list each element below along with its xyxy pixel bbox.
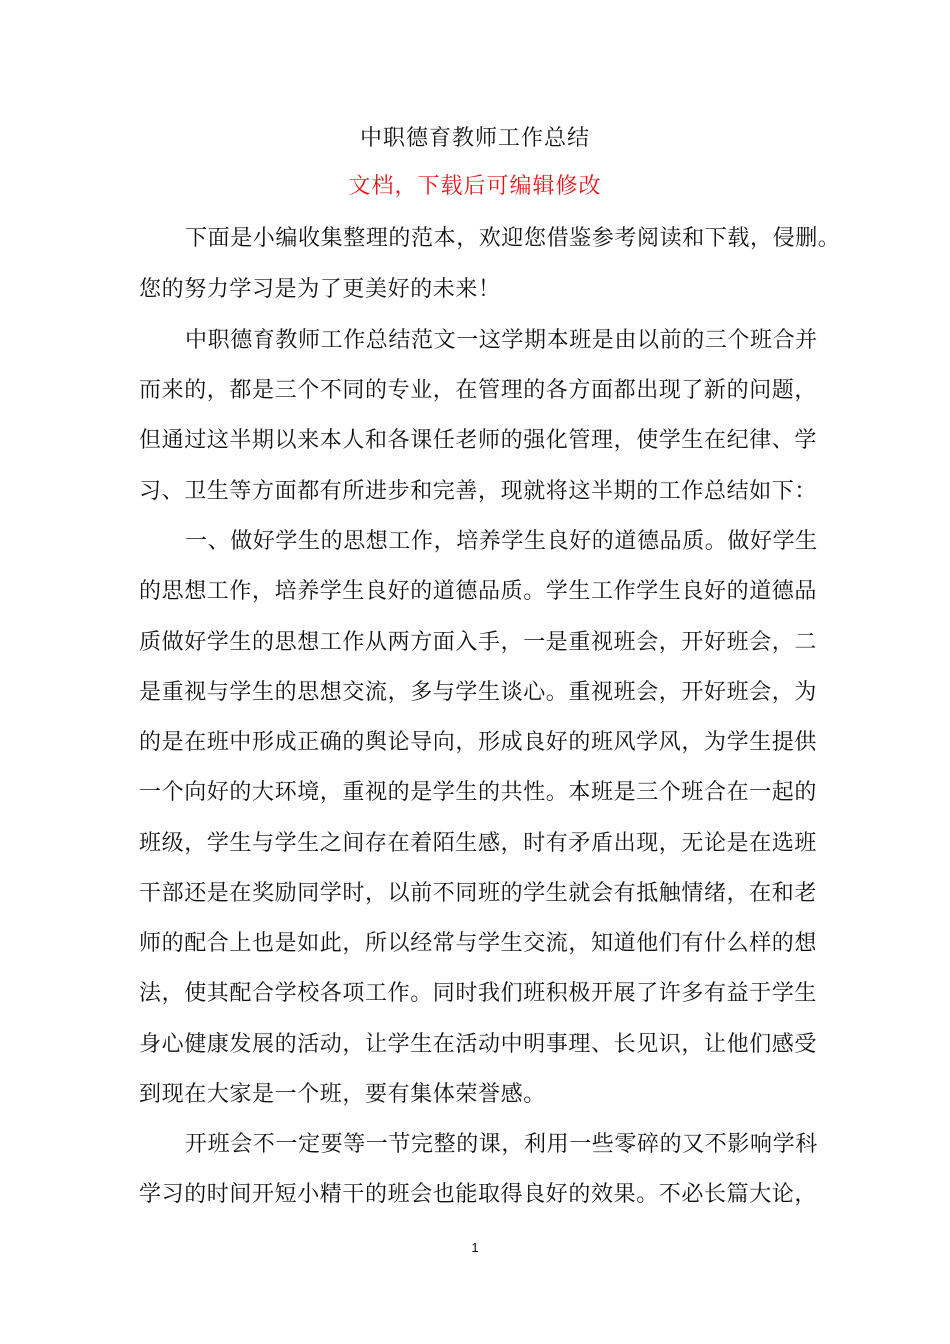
text-line: 一个向好的大环境，重视的是学生的共性。本班是三个班合在一起的 xyxy=(139,780,818,805)
text-line: 干部还是在奖励同学时，以前不同班的学生就会有抵触情绪，在和老 xyxy=(139,881,818,906)
text-line: 习、卫生等方面都有所进步和完善，现就将这半期的工作总结如下： xyxy=(139,479,818,504)
text-line: 班级，学生与学生之间存在着陌生感，时有矛盾出现，无论是在选班 xyxy=(139,831,818,856)
text-line: 的是在班中形成正确的舆论导向，形成良好的班风学风，为学生提供 xyxy=(139,730,818,755)
text-line: 学习的时间开短小精干的班会也能取得良好的效果。不必长篇大论， xyxy=(139,1182,818,1207)
document-title: 中职德育教师工作总结 xyxy=(359,126,590,151)
text-line: 下面是小编收集整理的范本，欢迎您借鉴参考阅读和下载，侵删。 xyxy=(185,226,841,251)
text-line: 中职德育教师工作总结范文一这学期本班是由以前的三个班合并 xyxy=(185,328,818,353)
text-line: 师的配合上也是如此，所以经常与学生交流，知道他们有什么样的想 xyxy=(139,931,818,956)
text-line: 而来的，都是三个不同的专业，在管理的各方面都出现了新的问题， xyxy=(139,378,818,403)
page-number: 1 xyxy=(471,1240,479,1255)
text-line: 开班会不一定要等一节完整的课，利用一些零碎的又不影响学科 xyxy=(185,1132,818,1157)
text-line: 您的努力学习是为了更美好的未来！ xyxy=(139,277,501,302)
text-line: 身心健康发展的活动，让学生在活动中明事理、长见识，让他们感受 xyxy=(139,1032,818,1057)
document-subtitle: 文档，下载后可编辑修改 xyxy=(348,174,602,199)
text-line: 法，使其配合学校各项工作。同时我们班积极开展了许多有益于学生 xyxy=(139,981,818,1006)
text-line: 的思想工作，培养学生良好的道德品质。学生工作学生良好的道德品 xyxy=(139,579,818,604)
text-line: 一、做好学生的思想工作，培养学生良好的道德品质。做好学生 xyxy=(185,529,818,554)
text-line: 质做好学生的思想工作从两方面入手，一是重视班会，开好班会，二 xyxy=(139,630,818,655)
text-line: 但通过这半期以来本人和各课任老师的强化管理，使学生在纪律、学 xyxy=(139,428,818,453)
text-line: 是重视与学生的思想交流，多与学生谈心。重视班会，开好班会，为 xyxy=(139,680,818,705)
text-line: 到现在大家是一个班，要有集体荣誉感。 xyxy=(139,1082,546,1107)
